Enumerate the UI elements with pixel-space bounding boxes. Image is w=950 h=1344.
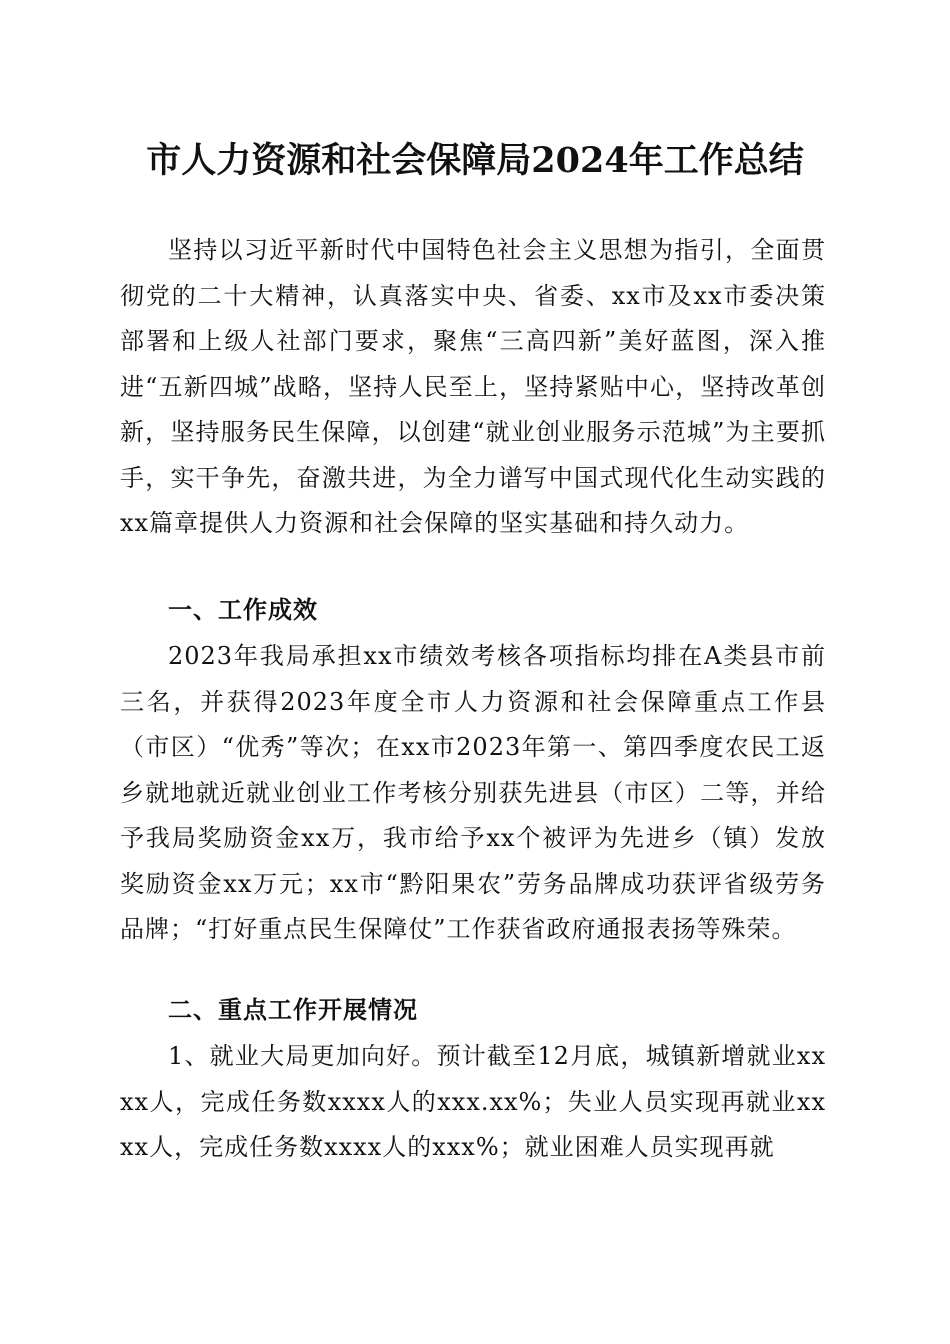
document-title: 市人力资源和社会保障局2024年工作总结 [146,140,804,181]
achievements-paragraph: 2023年我局承担xx市绩效考核各项指标均排在A类县市前三名，并获得2023年度全市人力资源和社会保障重点工作县（市区）“优秀”等次；在xx市2023年第一、第四季度农民工返乡就地就近就业创业工作考核分别获先进县（市区）二等，并给予我局奖励资金xx万，我市给予xx个被评为先进乡（镇）发放奖励资金xx万元；xx市“黔阳果农”劳务品牌成功获评省级劳务品牌；“打好重点民生保障仗”工作获省政府通报表扬等殊荣。 [120,642,826,943]
section-heading-achievements: 一、工作成效 [168,596,318,624]
intro-paragraph: 坚持以习近平新时代中国特色社会主义思想为指引，全面贯彻党的二十大精神，认真落实中央、省委、xx市及xx市委决策部署和上级人社部门要求，聚焦“三高四新”美好蓝图，深入推进“五新四城”战略，坚持人民至上，坚持紧贴中心，坚持改革创新，坚持服务民生保障，以创建“就业创业服务示范城”为主要抓手，实干争先，奋激共进，为全力谱写中国式现代化生动实践的xx篇章提供人力资源和社会保障的坚实基础和持久动力。 [120,236,826,537]
employment-paragraph: 1、就业大局更加向好。预计截至12月底，城镇新增就业xxxx人，完成任务数xxxx人的xxx.xx%；失业人员实现再就业xxxx人，完成任务数xxxx人的xxx%；就业困难人员实现再就 [120,1042,826,1161]
section-heading-key-work: 二、重点工作开展情况 [168,996,418,1024]
